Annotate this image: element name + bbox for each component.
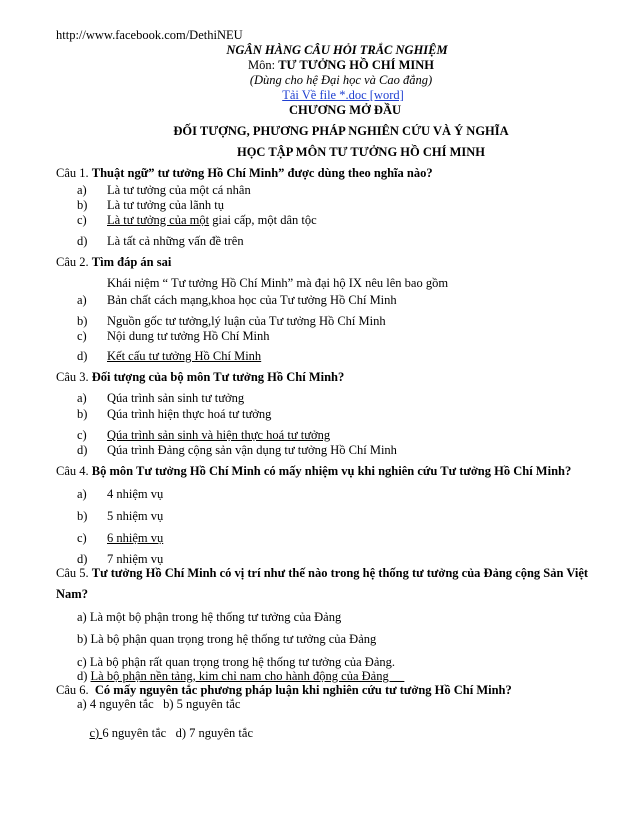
question-2 <box>56 255 171 270</box>
option-text: Qúa trình sản sinh và hiện thực hoá tư tưởng <box>107 428 331 442</box>
option-label: a) <box>77 487 87 501</box>
option-text <box>107 213 317 228</box>
option-text: Nội dung tư tưởng Hồ Chí Minh <box>107 329 270 343</box>
chapter-title-line-1: ĐỐI TƯỢNG, PHƯƠNG PHÁP NGHIÊN CỨU VÀ Ý NGHĨA <box>173 124 509 138</box>
option-label: b) <box>77 407 88 421</box>
option-label: d) <box>77 349 88 363</box>
correct-answer-underline: Là bộ phận nền tảng, kim chỉ nam cho hành động của Đảng <box>90 669 405 683</box>
question-text: Tư tưởng Hồ Chí Minh có vị trí như thế nào trong hệ thống tư tưởng của Đảng cộng Sản Việt <box>91 566 589 580</box>
option-text: 4 nhiệm vụ <box>107 487 164 501</box>
correct-answer-underline: Là tư tưởng của một <box>107 213 210 227</box>
option-text: Bản chất cách mạng,khoa học của Tư tưởng Hồ Chí Minh <box>107 293 397 307</box>
option-label: d) <box>77 443 88 457</box>
question-5-continued: Nam? <box>56 587 88 601</box>
question-3 <box>56 370 344 385</box>
chapter-heading: CHƯƠNG MỞ ĐẦU <box>288 103 402 117</box>
question-text: Có mấy nguyên tắc phương pháp luận khi nghiên cứu tư tưởng Hồ Chí Minh? <box>94 683 512 697</box>
option-label: a) <box>77 391 87 405</box>
source-url[interactable]: http://www.facebook.com/DethiNEU <box>56 28 243 42</box>
question-6 <box>56 683 512 698</box>
option-text: Qúa trình hiện thực hoá tư tưởng <box>107 407 272 421</box>
question-prefix: Câu 5. <box>56 566 92 580</box>
chapter-title-line-2: HỌC TẬP MÔN TƯ TƯỞNG HỒ CHÍ MINH <box>236 145 486 159</box>
option-label: a) <box>77 293 87 307</box>
option-text-rest: giai cấp, một dân tộc <box>209 213 317 227</box>
question-prefix: Câu 3. <box>56 370 92 384</box>
q6-options-row-2[interactable] <box>77 711 253 756</box>
subject-label: Môn: <box>247 58 279 72</box>
q6-options-row-1[interactable]: a) 4 nguyên tắc b) 5 nguyên tắc <box>77 697 241 711</box>
question-5 <box>56 566 588 581</box>
option-text: 5 nhiệm vụ <box>107 509 164 523</box>
option-text: Qúa trình sản sinh tư tưởng <box>107 391 245 405</box>
download-link[interactable]: Tải Về file *.doc [word] <box>282 88 404 102</box>
question-4 <box>56 464 571 479</box>
option-text: Là tư tưởng của một cá nhân <box>107 183 251 197</box>
option-label: d) <box>77 552 88 566</box>
question-prefix: Câu 6. <box>56 683 95 697</box>
option-text-rest: 6 nguyên tắc d) 7 nguyên tắc <box>102 726 253 740</box>
subject-line <box>0 58 638 73</box>
option-label: d) <box>77 234 88 248</box>
question-text: Đối tượng của bộ môn Tư tưởng Hồ Chí Minh? <box>91 370 345 384</box>
option-text: Là tất cả những vấn đề trên <box>107 234 244 248</box>
q2-stem: Khái niệm “ Tư tưởng Hồ Chí Minh” mà đại hộ IX nêu lên bao gồm <box>107 276 449 290</box>
question-1 <box>56 166 433 181</box>
option-label: b) <box>77 509 88 523</box>
question-prefix: Câu 1. <box>56 166 92 180</box>
question-prefix: Câu 2. <box>56 255 92 269</box>
q5-option-d[interactable] <box>77 669 404 684</box>
option-label: b) <box>77 198 88 212</box>
audience-note: (Dùng cho hệ Đại học và Cao đẳng) <box>249 73 433 87</box>
option-label: c) <box>77 213 87 227</box>
option-text: 6 nhiệm vụ <box>107 531 164 545</box>
correct-answer-underline: c) <box>89 726 103 740</box>
option-text: Qúa trình Đảng cộng sản vận dụng tư tưởng Hồ Chí Minh <box>107 443 397 457</box>
option-label: c) <box>77 329 87 343</box>
option-text: 7 nhiệm vụ <box>107 552 164 566</box>
subject-name: TƯ TƯỞNG HỒ CHÍ MINH <box>278 58 434 72</box>
option-label: c) <box>77 531 87 545</box>
option-label: b) <box>77 314 88 328</box>
question-text: Thuật ngữ” tư tưởng Hồ Chí Minh” được dùng theo nghĩa nào? <box>91 166 433 180</box>
option-label: c) <box>77 428 87 442</box>
question-text: Bộ môn Tư tưởng Hồ Chí Minh có mấy nhiệm vụ khi nghiên cứu Tư tưởng Hồ Chí Minh? <box>91 464 572 478</box>
option-text: Là tư tưởng của lãnh tụ <box>107 198 225 212</box>
question-prefix: Câu 4. <box>56 464 92 478</box>
q5-option-c[interactable]: c) Là bộ phận rất quan trọng trong hệ thống tư tưởng của Đảng. <box>77 655 395 669</box>
option-label: d) <box>77 669 91 683</box>
doc-title: NGÂN HÀNG CÂU HỎI TRẮC NGHIỆM <box>226 43 448 57</box>
option-label: a) <box>77 183 87 197</box>
q5-option-a[interactable]: a) Là một bộ phận trong hệ thống tư tưởng của Đảng <box>77 610 342 624</box>
q5-option-b[interactable]: b) Là bộ phận quan trọng trong hệ thống tư tưởng của Đảng <box>77 632 377 646</box>
question-text: Tìm đáp án sai <box>91 255 172 269</box>
option-text: Kết cấu tư tưởng Hồ Chí Minh <box>107 349 262 363</box>
option-text: Nguồn gốc tư tưởng,lý luận của Tư tưởng Hồ Chí Minh <box>107 314 386 328</box>
